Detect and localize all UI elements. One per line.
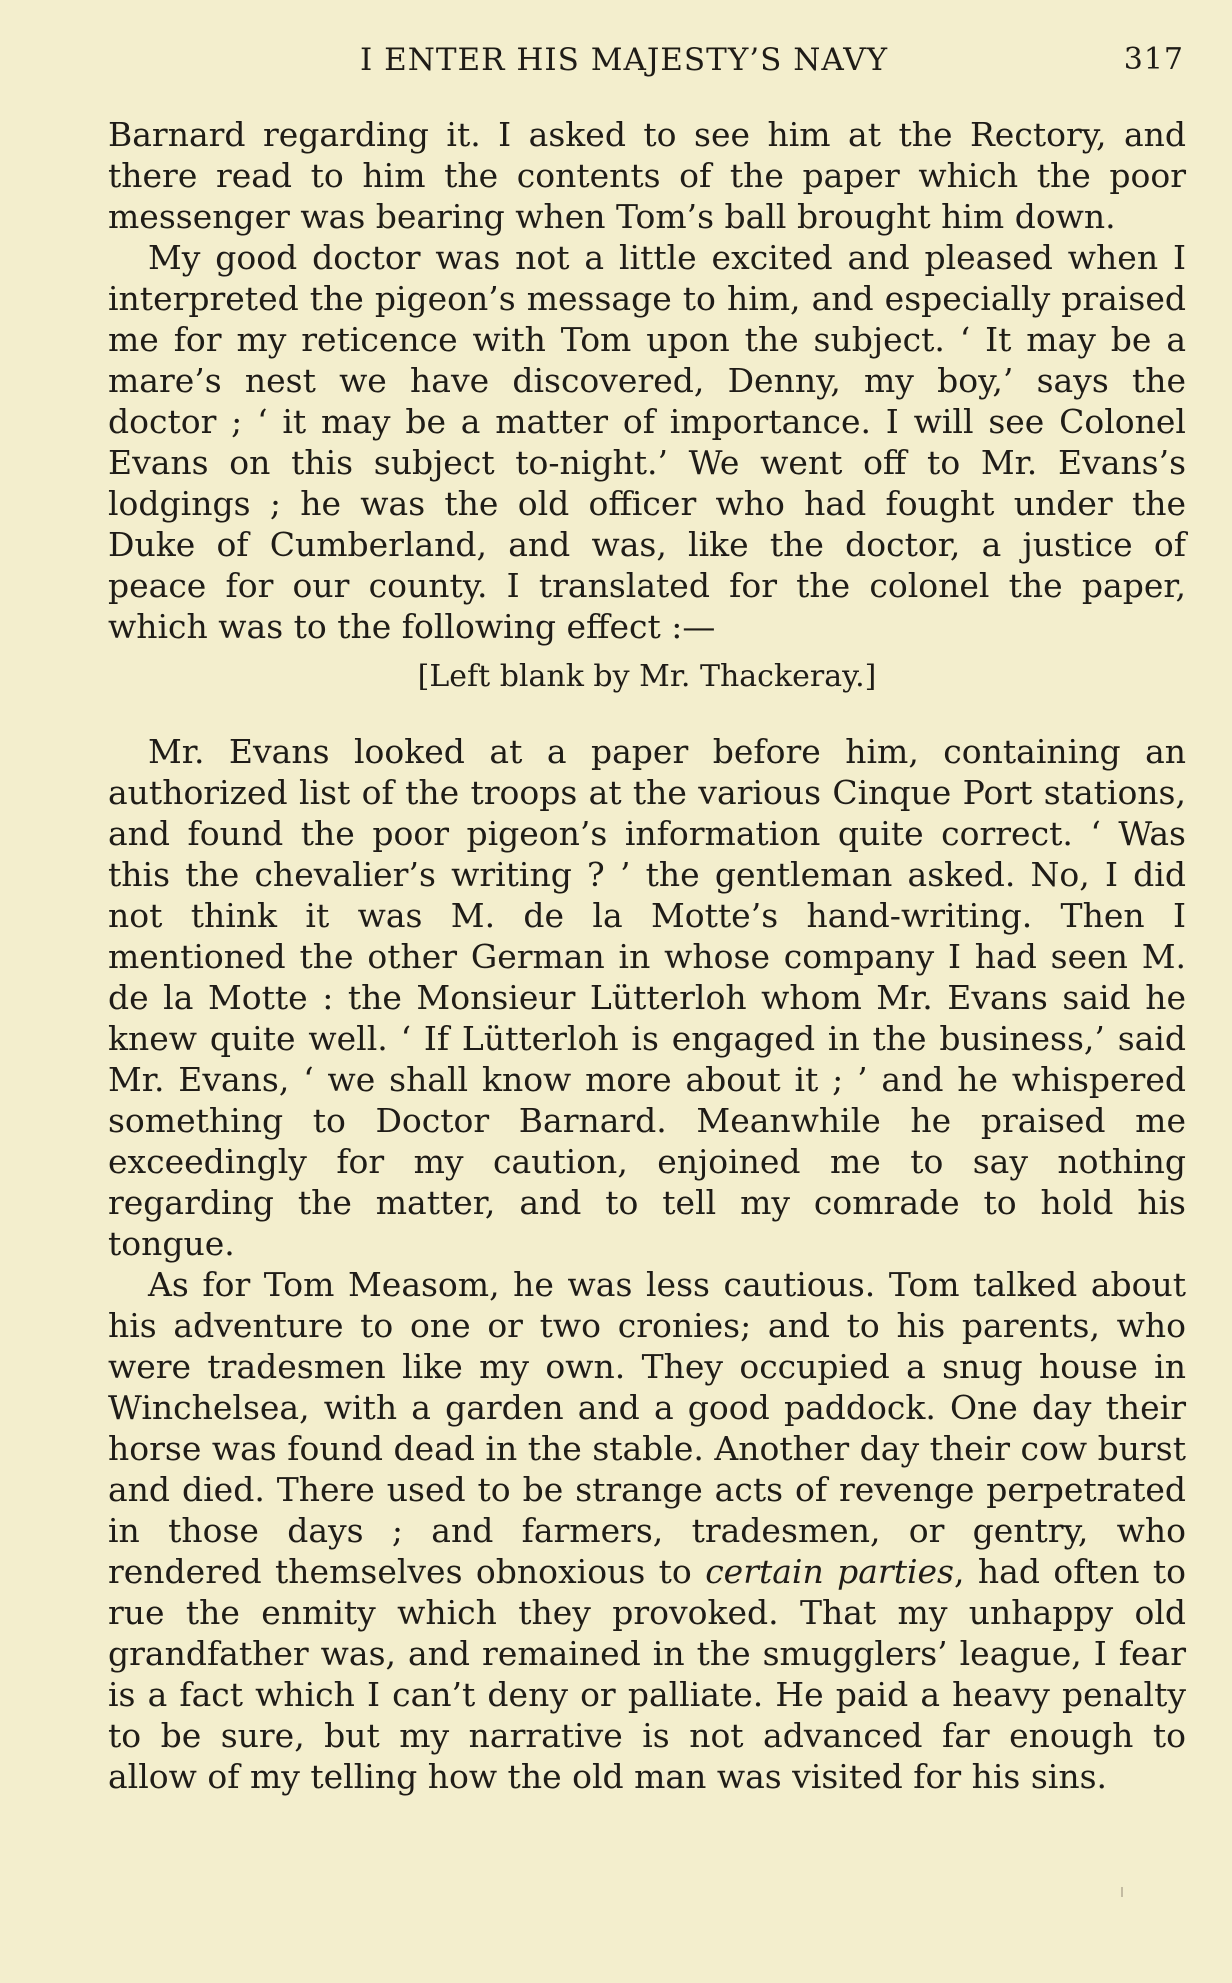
paragraph-4-text-after-italic: , had often to rue the enmity which they provoked. That my unhappy old grandfather was, and remained in the smugglers’ league, I fear is a fact which I can’t deny or palliate. He paid a heavy penalty to be sure, but my narrative is not advanced far enough to allow of my telling how the old man was visited for his sins. [108, 1552, 1187, 1796]
paragraph-4-italic-phrase: certain parties [705, 1552, 954, 1591]
page-edge-mark [1121, 1887, 1123, 1897]
blank-placeholder-note: [Left blank by Mr. Thackeray.] [417, 659, 877, 694]
body-text [108, 114, 1186, 1797]
running-head [0, 40, 1232, 80]
paragraph-4 [108, 1264, 1186, 1797]
paragraph-4-text-before-italic: As for Tom Measom, he was less cautious. Tom talked about his adventure to one or two cronies; and to his parents, who were tradesmen like my own. They occupied a snug house in Winchelsea, with a garden and a good paddock. One day their horse was found dead in the stable. Another day their cow burst and died. There used to be strange acts of revenge perpetrated in those days ; and farmers, tradesmen, or gentry, who rendered themselves obnoxious to [108, 1265, 1186, 1591]
paragraph-2: My good doctor was not a little excited and pleased when I interpreted the pigeon’s message to him, and especially praised me for my reticence with Tom upon the subject. ‘ It may be a mare’s nest we have discovered, Denny, my boy,’ says the doctor ; ‘ it may be a matter of importance. I will see Colonel Evans on this subject to-night.’ We went off to Mr. Evans’s lodgings ; he was the old officer who had fought under the Duke of Cumberland, and was, like the doctor, a justice of peace for our county. I translated for the colonel the paper, which was to the following effect :— [108, 238, 1186, 646]
running-title: I ENTER HIS MAJESTY’S NAVY [360, 42, 889, 78]
page-number: 317 [1123, 42, 1184, 77]
paragraph-1: Barnard regarding it. I asked to see him at the Rectory, and there read to him the contents of the paper which the poor messenger was bearing when Tom’s ball brought him down. [108, 115, 1186, 236]
paragraph-3: Mr. Evans looked at a paper before him, containing an authorized list of the troops at the various Cinque Port stations, and found the poor pigeon’s information quite correct. ‘ Was this the chevalier’s writing ? ’ the gentleman asked. No, I did not think it was M. de la Motte’s hand-writing. Then I mentioned the other German in whose company I had seen M. de la Motte : the Monsieur Lütterloh whom Mr. Evans said he knew quite well. ‘ If Lütterloh is engaged in the business,’ said Mr. Evans, ‘ we shall know more about it ; ’ and he whispered something to Doctor Barnard. Meanwhile he praised me exceedingly for my caution, enjoined me to say nothing regarding the matter, and to tell my comrade to hold his tongue. [108, 732, 1186, 1263]
